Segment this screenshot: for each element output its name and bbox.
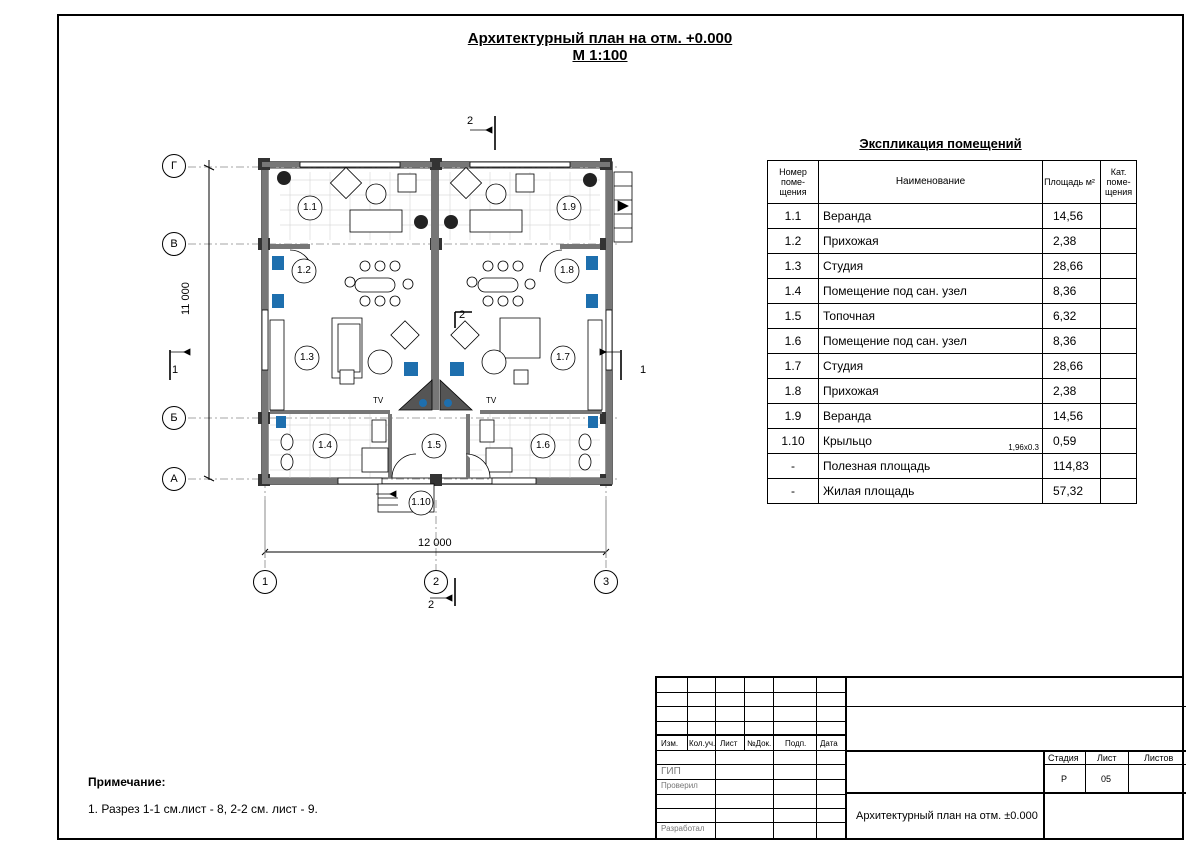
axis-bubble-1: 1 xyxy=(253,570,277,594)
stamp-col-data: Дата xyxy=(820,739,838,748)
stamp-col-koluch: Кол.уч. xyxy=(689,739,716,748)
row-num: 1.1 xyxy=(768,204,819,229)
table-row xyxy=(768,404,1137,429)
table-row xyxy=(768,379,1137,404)
row-name-text: Крыльцо xyxy=(823,434,872,448)
header-name: Наименование xyxy=(819,161,1043,204)
dimension-horizontal: 12 000 xyxy=(418,537,452,549)
stamp-drawing-title: Архитектурный план на отм. ±0.000 xyxy=(856,810,1038,822)
row-num: 1.4 xyxy=(768,279,819,304)
row-category xyxy=(1101,404,1137,429)
room-tag-1-5: 1.5 xyxy=(427,440,441,451)
table-row xyxy=(768,429,1137,454)
room-tag-1-1: 1.1 xyxy=(303,202,317,213)
stamp-stage-label: Стадия xyxy=(1048,753,1079,763)
section-mark-label: 1 xyxy=(172,364,179,376)
row-area: 8,36 xyxy=(1043,329,1101,354)
stamp-col-ndok: №Док. xyxy=(747,739,772,748)
row-name: Топочная xyxy=(819,304,1043,329)
room-tag-1-9: 1.9 xyxy=(562,202,576,213)
room-tag-1-2: 1.2 xyxy=(297,265,311,276)
row-area: 2,38 xyxy=(1043,229,1101,254)
row-category xyxy=(1101,254,1137,279)
dimension-vertical: 11 000 xyxy=(180,282,192,315)
table-row xyxy=(768,204,1137,229)
row-num: - xyxy=(768,454,819,479)
row-name: Помещение под сан. узел xyxy=(819,279,1043,304)
axis-bubble-2: 2 xyxy=(424,570,448,594)
header-area: Площадь м² xyxy=(1043,161,1101,204)
explication-title: Экспликация помещений xyxy=(859,136,1022,151)
row-num: 1.2 xyxy=(768,229,819,254)
title-block xyxy=(655,676,1184,840)
stamp-col-list: Лист xyxy=(720,739,738,748)
row-area: 8,36 xyxy=(1043,279,1101,304)
room-tag-1-6: 1.6 xyxy=(536,440,550,451)
row-name: Помещение под сан. узел xyxy=(819,329,1043,354)
row-name: Прихожая xyxy=(819,229,1043,254)
row-num: 1.7 xyxy=(768,354,819,379)
row-category xyxy=(1101,379,1137,404)
table-row xyxy=(768,479,1137,504)
room-tag-1-8: 1.8 xyxy=(560,265,574,276)
row-area: 28,66 xyxy=(1043,254,1101,279)
row-name: Студия xyxy=(819,354,1043,379)
axis-bubble-b: Б xyxy=(162,406,186,430)
table-row xyxy=(768,229,1137,254)
row-num: 1.5 xyxy=(768,304,819,329)
section-mark-label: 2 xyxy=(467,115,474,127)
note-text: 1. Разрез 1-1 см.лист - 8, 2-2 см. лист - 9. xyxy=(88,802,318,816)
row-category xyxy=(1101,454,1137,479)
drawing-scale: М 1:100 xyxy=(572,47,628,64)
row-category xyxy=(1101,354,1137,379)
explication-table xyxy=(767,160,1137,504)
row-area: 14,56 xyxy=(1043,204,1101,229)
stamp-stage-value: Р xyxy=(1061,774,1068,784)
row-name: Прихожая xyxy=(819,379,1043,404)
row-category xyxy=(1101,329,1137,354)
stamp-sheet-value: 05 xyxy=(1101,774,1112,784)
row-num: 1.6 xyxy=(768,329,819,354)
stamp-col-izm: Изм. xyxy=(661,739,679,748)
axis-bubble-a: А xyxy=(162,467,186,491)
stamp-sheet-label: Лист xyxy=(1097,753,1117,763)
row-area: 57,32 xyxy=(1043,479,1101,504)
row-category xyxy=(1101,279,1137,304)
row-num: - xyxy=(768,479,819,504)
row-category xyxy=(1101,429,1137,454)
table-row xyxy=(768,304,1137,329)
row-category xyxy=(1101,229,1137,254)
row-num: 1.9 xyxy=(768,404,819,429)
stamp-role-gip: ГИП xyxy=(661,766,681,777)
room-tag-1-4: 1.4 xyxy=(318,440,332,451)
row-area: 2,38 xyxy=(1043,379,1101,404)
row-category xyxy=(1101,204,1137,229)
table-row xyxy=(768,279,1137,304)
section-mark-label: 2 xyxy=(459,309,466,321)
row-area: 6,32 xyxy=(1043,304,1101,329)
row-area: 28,66 xyxy=(1043,354,1101,379)
row-name: Веранда xyxy=(819,404,1043,429)
table-row xyxy=(768,354,1137,379)
axis-bubble-3: 3 xyxy=(594,570,618,594)
header-category: Кат. поме-щения xyxy=(1101,161,1137,204)
stamp-col-podp: Подп. xyxy=(785,739,807,748)
table-header-row xyxy=(768,161,1137,204)
floor-plan xyxy=(0,0,760,640)
row-name: Полезная площадь xyxy=(819,454,1043,479)
header-num: Номер поме-щения xyxy=(768,161,819,204)
section-mark-label: 1 xyxy=(640,364,647,376)
section-mark-label: 2 xyxy=(428,599,435,611)
stamp-role-developed: Разработал xyxy=(661,824,705,833)
room-tag-1-10: 1.10 xyxy=(411,497,431,508)
stamp-role-checked: Проверил xyxy=(661,781,698,790)
row-name: Студия xyxy=(819,254,1043,279)
table-row xyxy=(768,329,1137,354)
row-num: 1.10 xyxy=(768,429,819,454)
row-category xyxy=(1101,304,1137,329)
row-area: 114,83 xyxy=(1043,454,1101,479)
drawing-title: Архитектурный план на отм. +0.000 xyxy=(467,30,733,47)
table-row xyxy=(768,454,1137,479)
row-num: 1.3 xyxy=(768,254,819,279)
axis-bubble-v: В xyxy=(162,232,186,256)
stamp-sheets-label: Листов xyxy=(1144,753,1174,763)
row-name xyxy=(819,429,1043,454)
row-name: Жилая площадь xyxy=(819,479,1043,504)
axis-bubble-g: Г xyxy=(162,154,186,178)
row-area: 14,56 xyxy=(1043,404,1101,429)
porch-size-note: 1,96x0.3 xyxy=(1008,443,1039,452)
table-row xyxy=(768,254,1137,279)
tv-label: TV xyxy=(486,396,497,405)
note-title: Примечание: xyxy=(88,775,166,789)
row-num: 1.8 xyxy=(768,379,819,404)
tv-label: TV xyxy=(373,396,384,405)
row-area: 0,59 xyxy=(1043,429,1101,454)
row-category xyxy=(1101,479,1137,504)
row-name: Веранда xyxy=(819,204,1043,229)
room-tag-1-3: 1.3 xyxy=(300,352,314,363)
room-tag-1-7: 1.7 xyxy=(556,352,570,363)
